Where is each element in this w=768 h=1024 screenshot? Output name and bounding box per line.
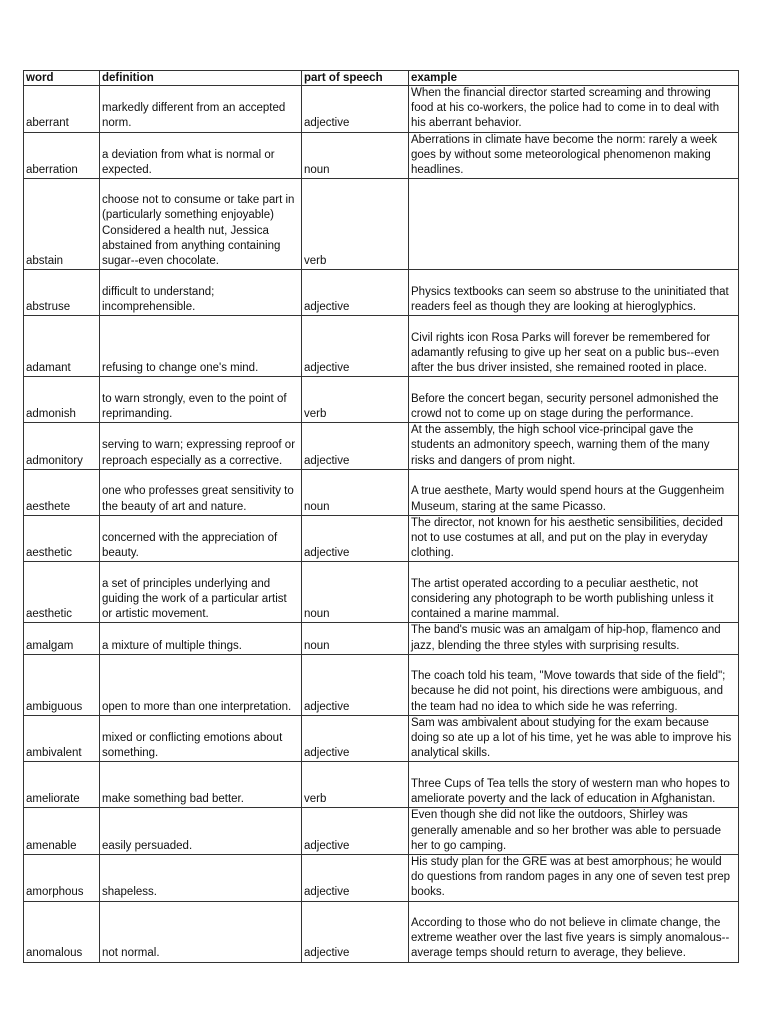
word-cell: aesthete <box>24 469 100 515</box>
example-cell: Civil rights icon Rosa Parks will forever be remembered for adamantly refusing to give up her seat on a public bus--even after the bus driver insisted, she remained rooted in place. <box>409 316 739 377</box>
part-of-speech-cell: noun <box>302 623 409 654</box>
example-cell: The coach told his team, "Move towards that side of the field"; because he did not point, his directions were ambiguous, and the team had no idea to which side he was referring. <box>409 654 739 715</box>
header-part-of-speech: part of speech <box>302 71 409 86</box>
word-cell: amenable <box>24 808 100 855</box>
definition-cell: shapeless. <box>100 855 302 902</box>
part-of-speech-cell: noun <box>302 132 409 179</box>
table-row <box>24 715 739 762</box>
part-of-speech-cell: verb <box>302 179 409 270</box>
word-cell: ambivalent <box>24 715 100 762</box>
example-cell: Even though she did not like the outdoors, Shirley was generally amenable and so her brother was able to persuade her to go camping. <box>409 808 739 855</box>
part-of-speech-cell: adjective <box>302 901 409 962</box>
table-row <box>24 377 739 423</box>
word-cell: ambiguous <box>24 654 100 715</box>
example-cell: When the financial director started screaming and throwing food at his co-workers, the police had to come in to deal with his aberrant behavior. <box>409 86 739 133</box>
table-row <box>24 562 739 623</box>
table-row <box>24 515 739 562</box>
table-row <box>24 901 739 962</box>
definition-cell: concerned with the appreciation of beauty. <box>100 515 302 562</box>
word-cell: abstain <box>24 179 100 270</box>
definition-cell: a set of principles underlying and guiding the work of a particular artist or artistic movement. <box>100 562 302 623</box>
example-cell: A true aesthete, Marty would spend hours at the Guggenheim Museum, staring at the same Picasso. <box>409 469 739 515</box>
definition-cell: one who professes great sensitivity to the beauty of art and nature. <box>100 469 302 515</box>
table-row <box>24 132 739 179</box>
definition-cell: serving to warn; expressing reproof or reproach especially as a corrective. <box>100 423 302 470</box>
table-row <box>24 855 739 902</box>
table-row <box>24 86 739 133</box>
definition-cell: choose not to consume or take part in (particularly something enjoyable) Considered a health nut, Jessica abstained from anything containing sugar--even chocolate. <box>100 179 302 270</box>
definition-cell: mixed or conflicting emotions about something. <box>100 715 302 762</box>
part-of-speech-cell: adjective <box>302 270 409 316</box>
definition-cell: to warn strongly, even to the point of reprimanding. <box>100 377 302 423</box>
definition-cell: easily persuaded. <box>100 808 302 855</box>
table-row <box>24 762 739 808</box>
part-of-speech-cell: adjective <box>302 654 409 715</box>
part-of-speech-cell: adjective <box>302 515 409 562</box>
definition-cell: a deviation from what is normal or expected. <box>100 132 302 179</box>
example-cell: The director, not known for his aesthetic sensibilities, decided not to use costumes at all, and put on the play in everyday clothing. <box>409 515 739 562</box>
example-cell: His study plan for the GRE was at best amorphous; he would do questions from random pages in any one of seven test prep books. <box>409 855 739 902</box>
definition-cell: open to more than one interpretation. <box>100 654 302 715</box>
table-row <box>24 808 739 855</box>
word-cell: anomalous <box>24 901 100 962</box>
word-cell: abstruse <box>24 270 100 316</box>
definition-cell: difficult to understand; incomprehensible. <box>100 270 302 316</box>
definition-cell: markedly different from an accepted norm. <box>100 86 302 133</box>
example-cell: According to those who do not believe in climate change, the extreme weather over the last five years is simply anomalous--average temps should return to average, they believe. <box>409 901 739 962</box>
part-of-speech-cell: noun <box>302 469 409 515</box>
word-cell: aesthetic <box>24 562 100 623</box>
example-cell: Aberrations in climate have become the norm: rarely a week goes by without some meteorological phenomenon making headlines. <box>409 132 739 179</box>
example-cell: The artist operated according to a peculiar aesthetic, not considering any photograph to be worth publishing unless it contained a marine mammal. <box>409 562 739 623</box>
word-cell: aesthetic <box>24 515 100 562</box>
part-of-speech-cell: adjective <box>302 715 409 762</box>
word-cell: admonish <box>24 377 100 423</box>
example-cell: Three Cups of Tea tells the story of western man who hopes to ameliorate poverty and the lack of education in Afghanistan. <box>409 762 739 808</box>
word-cell: aberration <box>24 132 100 179</box>
part-of-speech-cell: adjective <box>302 423 409 470</box>
word-cell: amorphous <box>24 855 100 902</box>
table-row <box>24 423 739 470</box>
table-row <box>24 179 739 270</box>
part-of-speech-cell: noun <box>302 562 409 623</box>
word-cell: aberrant <box>24 86 100 133</box>
word-cell: admonitory <box>24 423 100 470</box>
header-row <box>24 71 739 86</box>
example-cell: The band's music was an amalgam of hip-hop, flamenco and jazz, blending the three styles with surprising results. <box>409 623 739 654</box>
table-row <box>24 623 739 654</box>
table-row <box>24 654 739 715</box>
vocabulary-table <box>23 70 739 963</box>
header-word: word <box>24 71 100 86</box>
part-of-speech-cell: verb <box>302 762 409 808</box>
example-cell <box>409 179 739 270</box>
part-of-speech-cell: adjective <box>302 855 409 902</box>
example-cell: Sam was ambivalent about studying for the exam because doing so ate up a lot of his time, yet he was able to improve his analytical skills. <box>409 715 739 762</box>
example-cell: At the assembly, the high school vice-principal gave the students an admonitory speech, warning them of the many risks and dangers of prom night. <box>409 423 739 470</box>
word-cell: amalgam <box>24 623 100 654</box>
part-of-speech-cell: adjective <box>302 86 409 133</box>
table-row <box>24 316 739 377</box>
definition-cell: make something bad better. <box>100 762 302 808</box>
part-of-speech-cell: adjective <box>302 808 409 855</box>
header-example: example <box>409 71 739 86</box>
definition-cell: a mixture of multiple things. <box>100 623 302 654</box>
header-definition: definition <box>100 71 302 86</box>
table-row <box>24 469 739 515</box>
part-of-speech-cell: verb <box>302 377 409 423</box>
example-cell: Before the concert began, security personel admonished the crowd not to come up on stage during the performance. <box>409 377 739 423</box>
part-of-speech-cell: adjective <box>302 316 409 377</box>
table-row <box>24 270 739 316</box>
definition-cell: refusing to change one's mind. <box>100 316 302 377</box>
definition-cell: not normal. <box>100 901 302 962</box>
example-cell: Physics textbooks can seem so abstruse to the uninitiated that readers feel as though they are looking at hieroglyphics. <box>409 270 739 316</box>
word-cell: ameliorate <box>24 762 100 808</box>
word-cell: adamant <box>24 316 100 377</box>
